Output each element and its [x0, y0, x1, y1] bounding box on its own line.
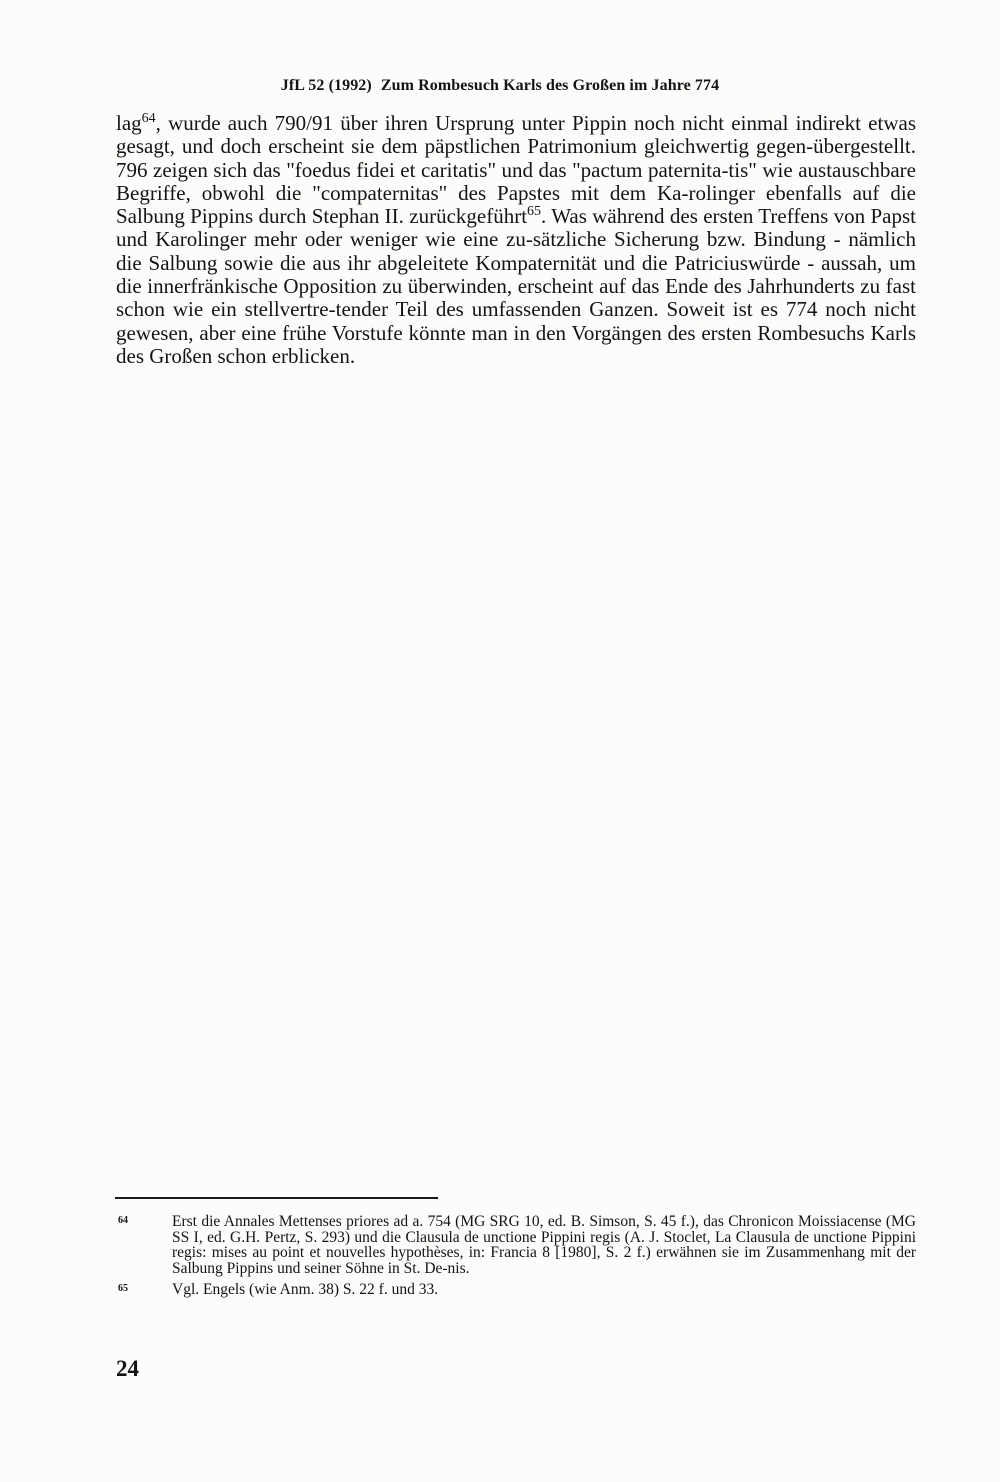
body-paragraph [116, 112, 916, 368]
body-text [116, 112, 916, 368]
running-head [0, 77, 1000, 95]
footnote-divider [115, 1197, 438, 1199]
footnote-text: Erst die Annales Mettenses priores ad a. 754 (MG SRG 10, ed. B. Simson, S. 45 f.), das Chronicon Moissiacense (MG SS I, ed. G.H. Pertz, S. 293) und die Clausula de unctione Pippini regis (A. J. Stoclet, La Clausula de unctione Pippini regis: mises au point et nouvelles hypothèses, in: Francia 8 [1980], S. 2 f.) erwähnen sie im Zusammenhang mit der Salbung Pippins und seiner Söhne in St. De-nis. [172, 1213, 916, 1277]
footnote-text: Vgl. Engels (wie Anm. 38) S. 22 f. und 33. [172, 1281, 439, 1299]
footnote-64 [116, 1214, 916, 1276]
running-head-title: Zum Rombesuch Karls des Großen im Jahre 774 [380, 77, 720, 94]
page-number: 24 [116, 1356, 139, 1381]
footnote-65 [116, 1282, 916, 1298]
running-head-journal: JfL 52 (1992) [280, 77, 372, 94]
footnote-ref-65: 65 [527, 204, 542, 220]
footnote-ref-64: 64 [141, 111, 156, 126]
footnotes [116, 1214, 916, 1304]
body-lead-word: lag [116, 111, 142, 135]
footnote-number: 64 [118, 1215, 128, 1226]
footnote-number: 65 [118, 1283, 128, 1295]
body-text-part-1: , wurde auch 790/91 über ihren Ursprung unter Pippin noch nicht einmal indirekt etwas gesagt, und doch erscheint sie dem päpstlichen Patrimonium gleichwertig gegen-übergestellt. 796 zeigen sich das "foedus fidei et caritatis" und das "pactum paternita-tis" wie austauschbare Begriffe, obwohl die "compaternitas" des Papstes mit dem Ka-rolinger ebenfalls auf die Salbung Pippins durch Stephan II. zurückgeführt [116, 111, 916, 229]
body-text-part-2: . Was während des ersten Treffens von Papst und Karolinger mehr oder weniger wie eine zu-sätzliche Sicherung bzw. Bindung - nämlich die Salbung sowie die aus ihr abgeleitete Kompaternität und die Patriciuswürde - aussah, um die innerfränkische Opposition zu überwinden, erscheint auf das Ende des Jahrhunderts zu fast schon wie ein stellvertre-tender Teil des umfassenden Ganzen. Soweit ist es 774 noch nicht gewesen, aber eine frühe Vorstufe könnte man in den Vorgängen des ersten Rombesuchs Karls des Großen schon erblicken. [116, 204, 916, 368]
